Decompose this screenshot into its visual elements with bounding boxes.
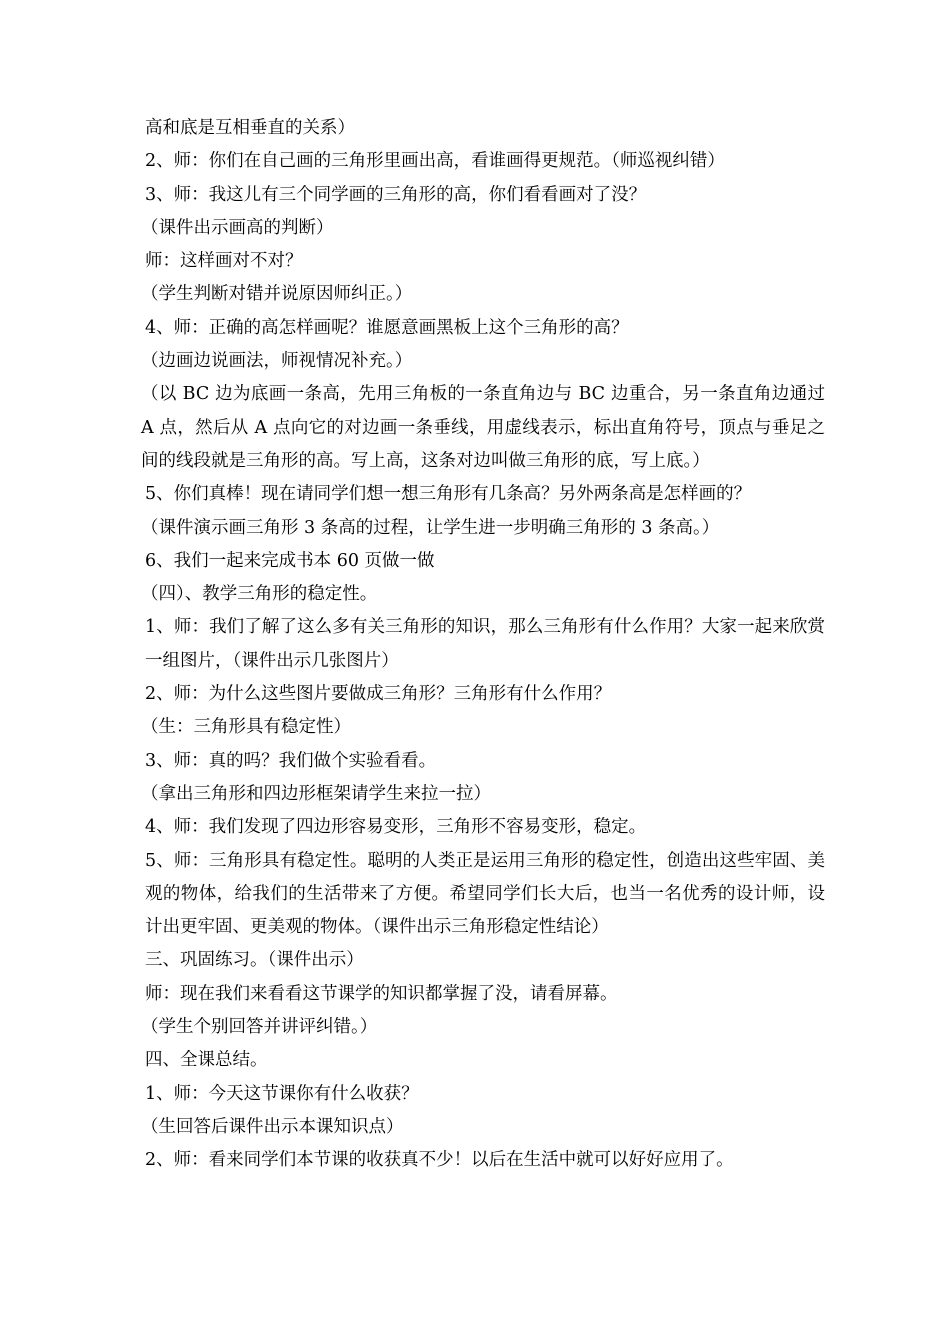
paragraph-stability-step-1: 1、师：我们了解了这么多有关三角形的知识，那么三角形有什么作用？大家一起来欣赏一组图片，（课件出示几张图片）	[145, 617, 825, 671]
paragraph-note-height-method: （以 BC 边为底画一条高，先用三角板的一条直角边与 BC 边重合，另一条直角边通过 A 点，然后从 A 点向它的对边画一条垂线，用虚线表示，标出直角符号，顶点与垂足之间的线段就是三角形的高。写上高，这条对边叫做三角形的底，写上底。）	[141, 384, 825, 471]
paragraph-stability-step-4: 4、师：我们发现了四边形容易变形，三角形不容易变形，稳定。	[145, 817, 647, 838]
paragraph-stability-step-3: 3、师：真的吗？我们做个实验看看。	[145, 750, 437, 771]
section-heading-practice: 三、巩固练习。（课件出示）	[145, 950, 364, 971]
section-heading-stability: （四）、教学三角形的稳定性。	[141, 584, 378, 605]
section-heading-summary: 四、全课总结。	[145, 1050, 268, 1071]
paragraph-note-individual-answers: （学生个别回答并讲评纠错。）	[141, 1017, 378, 1038]
paragraph-continuation: 高和底是互相垂直的关系）	[145, 118, 355, 138]
paragraph-step-3-check-heights: 3、师：我这儿有三个同学画的三角形的高，你们看看画对了没？	[145, 184, 647, 205]
paragraph-step-2-draw-height: 2、师：你们在自己画的三角形里画出高，看谁画得更规范。（师巡视纠错）	[145, 151, 725, 172]
paragraph-note-courseware-judgement: （课件出示画高的判断）	[141, 217, 334, 238]
paragraph-summary-step-1: 1、师：今天这节课你有什么收获？	[145, 1083, 419, 1104]
paragraph-note-draw-and-explain: （边画边说画法，师视情况补充。）	[141, 351, 413, 372]
document-body	[141, 112, 825, 1178]
paragraph-summary-step-2: 2、师：看来同学们本节课的收获真不少！以后在生活中就可以好好应用了。	[145, 1150, 734, 1171]
paragraph-note-demo-three-heights: （课件演示画三角形 3 条高的过程，让学生进一步明确三角形的 3 条高。）	[141, 517, 720, 538]
paragraph-note-student-judge: （学生判断对错并说原因师纠正。）	[141, 284, 413, 305]
paragraph-step-4-correct-height: 4、师：正确的高怎样画呢？谁愿意画黑板上这个三角形的高？	[145, 317, 629, 338]
paragraph-stability-step-2: 2、师：为什么这些图片要做成三角形？三角形有什么作用？	[145, 684, 612, 705]
paragraph-note-student-answer: （生：三角形具有稳定性）	[141, 717, 351, 738]
paragraph-note-knowledge-points: （生回答后课件出示本课知识点）	[141, 1116, 404, 1137]
paragraph-practice-teacher: 师：现在我们来看看这节课学的知识都掌握了没，请看屏幕。	[145, 983, 618, 1004]
paragraph-step-5-three-heights: 5、你们真棒！现在请同学们想一想三角形有几条高？另外两条高是怎样画的？	[145, 484, 752, 505]
paragraph-stability-step-5: 5、师：三角形具有稳定性。聪明的人类正是运用三角形的稳定性，创造出这些牢固、美观的物体，给我们的生活带来了方便。希望同学们长大后，也当一名优秀的设计师，设计出更牢固、更美观的物体。（课件出示三角形稳定性结论）	[145, 850, 825, 938]
paragraph-note-frame-experiment: （拿出三角形和四边形框架请学生来拉一拉）	[141, 783, 491, 804]
paragraph-teacher-question: 师：这样画对不对？	[145, 251, 303, 272]
paragraph-step-6-textbook: 6、我们一起来完成书本 60 页做一做	[145, 550, 435, 571]
